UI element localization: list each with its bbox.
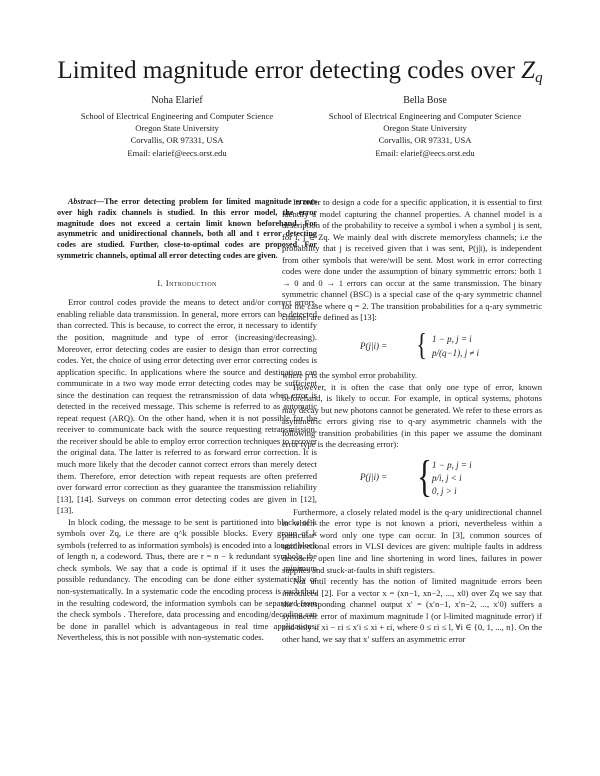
- author-dept: School of Electrical Engineering and Computer Science: [80, 111, 274, 121]
- paper-title: Limited magnitude error detecting codes over $Z_q$: [57, 57, 543, 86]
- author-city: Corvallis, OR 97331, USA: [130, 135, 224, 146]
- right-column: [282, 197, 542, 645]
- author-univ: Oregon State University: [135, 123, 219, 134]
- author-dept: School of Electrical Engineering and Computer Science: [328, 111, 522, 121]
- section-heading: I. Introduction: [157, 277, 217, 288]
- paragraph: Furthermore, a closely related model is the q-ary unidirectional channel in which the error type is not known a priori, nevertheless within a particular word only one type can occur. In [3], common sources of unidirectional errors in VLSI devices are given: multiple faults in address decoders, open line and line shortening in word lines, failures in power supplies and stuck-at-faults in shift registers.: [282, 506, 542, 575]
- left-column: [57, 197, 317, 644]
- author-email: Email: elarief@eecs.orst.edu: [375, 147, 475, 158]
- paragraph: where p is the symbol error probability.: [282, 370, 417, 381]
- paragraph: However, it is often the case that only one type of error, known beforehand, is likely to occur. For example, in optical systems, photons may decay but new photons cannot be generated. We refer to these errors as asymmetric errors giving rise to q-ary asymmetric channels with the following transition probabilities (in this paper we assume the dominant error type is the decreasing error):: [282, 381, 542, 450]
- author-name: Bella Bose: [403, 95, 447, 106]
- equation-symmetric: P(j|i) = { 1 − p, j = i p/(q−1), j ≠ i: [360, 326, 480, 363]
- paragraph: In block coding, the message to be sent is partitioned into blocks of k symbols over Zq, i.e there are q^k possible blocks. Every group of k symbols (referred to as information symbols) is encoded into a longer block of length n, a codeword. Thus, there are r = n − k redundant symbols, the check symbols. We say that a code is optimal if it uses the minimum possible redundancy. The encoding can be done either systematically or non-systematically. In a systematic code the encoding process is such that, in the resulting codeword, the information symbols can be separated from the check symbols . Therefore, data processing and encoding/decoding can be done in parallel which is advantageous in real time applications. Nevertheless, this is not possible with non-systematic codes.: [57, 516, 317, 643]
- author-name: Noha Elarief: [151, 95, 203, 106]
- paragraph: In order to design a code for a specific application, it is essential to first identify a model capturing the channel properties. A channel model is a description of the probability to receive a symbol i when a symbol j is sent, for i, j ∈ Zq. We mainly deal with discrete memoryless channels; i.e the probability that j is received given that i was sent, P(j|i), is independent from other symbols that were/will be sent. Most work in error correcting codes were done under the assumption of binary symmetric errors: both 1 → 0 and 0 → 1 errors can occur at the same transmission. The binary symmetric channel (BSC) is a special case of the q-ary symmetric channel for the case where q = 2. The transition probabilities for a q-ary symmetric channel are defined as [13]:: [282, 197, 542, 323]
- abstract: Abstract—The error detecting problem for limited magnitude errors over high radix channels is studied. In this error model, the error magnitude does not exceed a certain limit known beforehand. For asymmetric and unidirectional channels, both all and t error detecting codes are studied. Further, close-to-optimal codes are proposed. For symmetric channels, optimal all error detecting codes are given.: [57, 197, 317, 260]
- author-block-2: [300, 94, 550, 159]
- paragraph: Error control codes provide the means to detect and/or correct errors, enabling reliable data transmission. In general, more errors can be detected than corrected. This is because, to correct the error, it necessary to identify the position, magnitude and type of error (increasing/decreasing). Moreover, error detecting codes are easier to design than error correcting codes. Yet, the choice of using error detecting over error correcting codes is application specific. In applications where the source and destination can communicate in a two way mode error detecting codes may be sufficient since the destination can request the retransmission of data when error is detected in the received message. This scheme is referred to as automatic repeat request (ARQ). On the other hand, when it is not possible for the receiver to communicate back with the source requesting retransmission, the receiver should be able to employ error correction techniques to recover the original data. The latter is referred to as forward error correction. It is much more likely that the decoder cannot correct errors than merely detect them. Therefore, error detection with repeat requests are often preferred over forward error correction as they guarantee the transmission reliability [13], [14]. Surveys on common error detecting codes are given in [12], [13].: [57, 297, 317, 516]
- author-city: Corvallis, OR 97331, USA: [378, 135, 472, 146]
- author-block-1: [52, 94, 302, 159]
- paragraph: Not until recently has the notion of limited magnitude errors been introduced [2]. For a vector x = (xn−1, xn−2, ..., x0) over Zq we say that the corresponding channel output x′ = (x′n−1, x′n−2, ..., x′0) suffers a symmetric error of maximum magnitude l (or l-limited magnitude error) if and only if xi − εi ≤ x′i ≤ xi + εi, where 0 ≤ εi ≤ l, ∀i ∈ {0, 1, ..., n}. On the other hand, we say that x′ suffers an asymmetric error: [282, 576, 542, 644]
- author-email: Email: elarief@eecs.orst.edu: [127, 147, 227, 158]
- author-univ: Oregon State University: [383, 123, 467, 134]
- equation-asymmetric: P(j|i) = { 1 − p, j = i p/i, j < i 0, j > i: [360, 451, 472, 501]
